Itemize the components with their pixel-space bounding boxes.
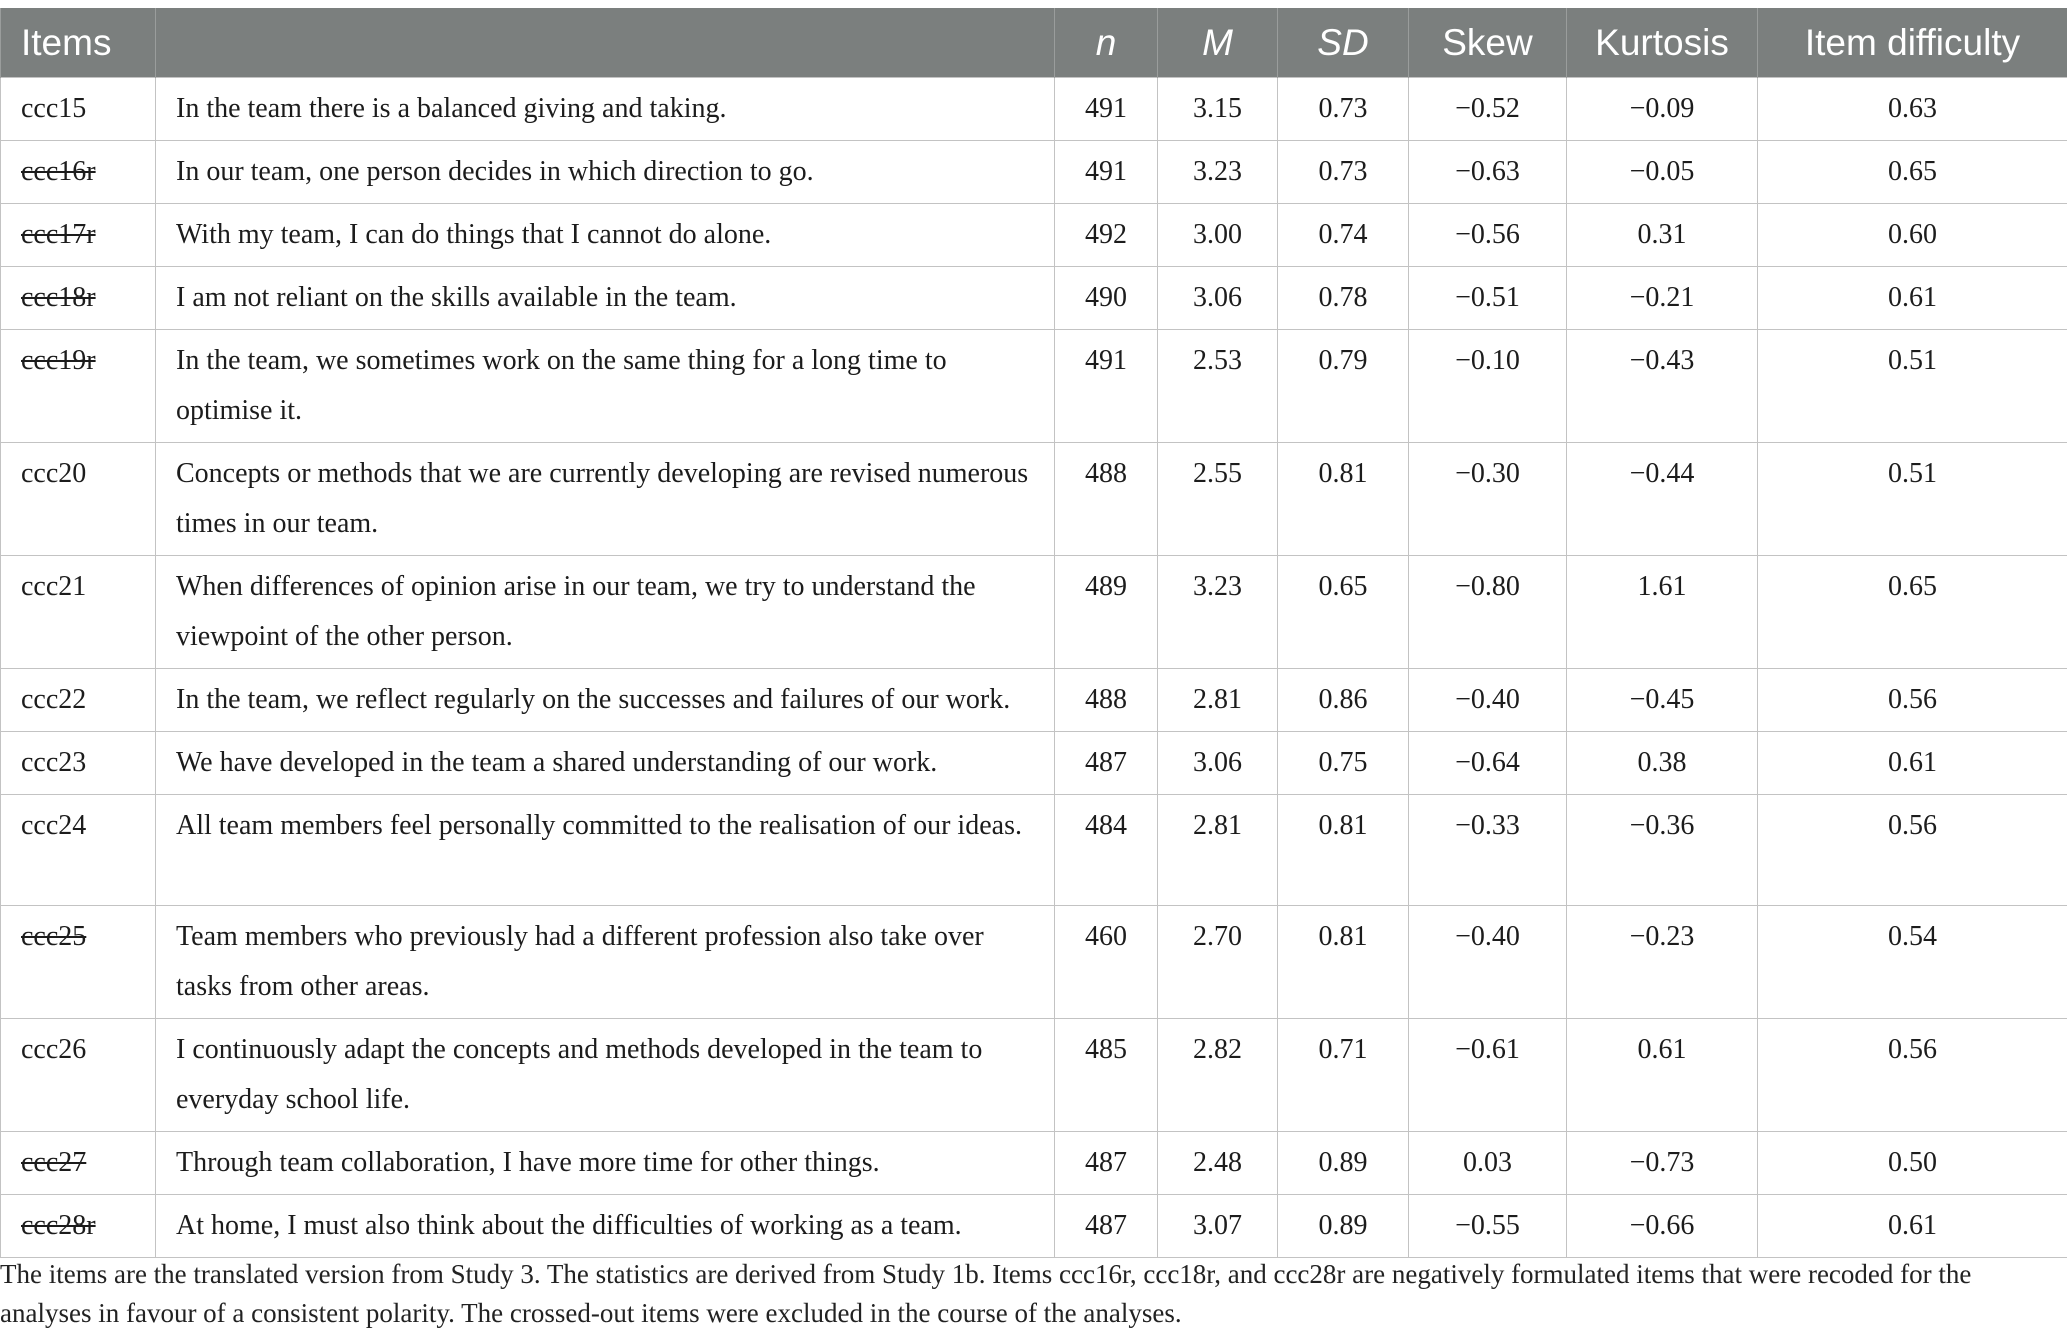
item-text-cell: [156, 732, 1055, 795]
table-row: [1, 795, 2067, 906]
cell-mean-cell: [1158, 443, 1278, 556]
cell-item-difficulty-cell: [1758, 795, 2067, 906]
item-text-cell: [156, 141, 1055, 204]
table-row: [1, 1019, 2067, 1132]
cell-mean-cell: [1158, 906, 1278, 1019]
cell-n-cell: [1055, 1195, 1158, 1258]
cell-kurtosis-cell: [1567, 795, 1758, 906]
cell-item-difficulty-cell: [1758, 78, 2067, 141]
cell-n: 484: [1085, 810, 1127, 841]
cell-mean-cell: [1158, 1195, 1278, 1258]
cell-mean: 2.48: [1193, 1147, 1242, 1178]
cell-mean-cell: [1158, 204, 1278, 267]
cell-n: 491: [1085, 156, 1127, 187]
item-id-cell: [1, 732, 156, 795]
header-items: Items: [1, 8, 156, 78]
item-text: In our team, one person decides in which direction to go.: [176, 156, 814, 187]
cell-kurtosis: −0.09: [1629, 93, 1695, 124]
cell-item-difficulty-cell: [1758, 204, 2067, 267]
cell-kurtosis-cell: [1567, 1019, 1758, 1132]
item-id: ccc26: [21, 1034, 87, 1065]
cell-sd: 0.73: [1318, 93, 1368, 124]
cell-item-difficulty: 0.63: [1888, 93, 1937, 124]
cell-sd: 0.65: [1318, 571, 1368, 602]
cell-sd: 0.71: [1318, 1034, 1368, 1065]
cell-skew-cell: [1409, 1195, 1567, 1258]
item-text-cell: [156, 669, 1055, 732]
cell-skew: −0.40: [1455, 921, 1520, 952]
cell-mean-cell: [1158, 78, 1278, 141]
cell-sd: 0.89: [1318, 1210, 1368, 1241]
cell-kurtosis-cell: [1567, 141, 1758, 204]
item-id-cell: [1, 78, 156, 141]
cell-n-cell: [1055, 330, 1158, 443]
item-id-cell: [1, 906, 156, 1019]
cell-mean: 2.82: [1193, 1034, 1242, 1065]
cell-item-difficulty: 0.61: [1888, 1210, 1937, 1241]
cell-sd-cell: [1278, 669, 1409, 732]
cell-n: 487: [1085, 747, 1127, 778]
cell-kurtosis-cell: [1567, 443, 1758, 556]
header-kurtosis: Kurtosis: [1567, 8, 1758, 78]
cell-mean: 2.53: [1193, 345, 1242, 376]
cell-sd-cell: [1278, 795, 1409, 906]
cell-n: 489: [1085, 571, 1127, 602]
item-id-cell: [1, 141, 156, 204]
cell-kurtosis-cell: [1567, 1132, 1758, 1195]
cell-item-difficulty-cell: [1758, 1132, 2067, 1195]
table-body: [1, 78, 2067, 1258]
item-id: ccc15: [21, 93, 87, 124]
cell-n-cell: [1055, 795, 1158, 906]
cell-skew-cell: [1409, 443, 1567, 556]
item-text: With my team, I can do things that I cannot do alone.: [176, 219, 772, 250]
table-row: [1, 732, 2067, 795]
cell-sd-cell: [1278, 1195, 1409, 1258]
item-text-cell: [156, 906, 1055, 1019]
cell-mean: 3.07: [1193, 1210, 1242, 1241]
cell-kurtosis: −0.73: [1629, 1147, 1695, 1178]
cell-skew: −0.61: [1455, 1034, 1520, 1065]
cell-item-difficulty-cell: [1758, 267, 2067, 330]
table-row: [1, 556, 2067, 669]
cell-skew-cell: [1409, 906, 1567, 1019]
cell-sd: 0.81: [1318, 921, 1368, 952]
cell-skew-cell: [1409, 1132, 1567, 1195]
table-row: [1, 443, 2067, 556]
item-text: Through team collaboration, I have more time for other things.: [176, 1147, 880, 1178]
cell-n: 460: [1085, 921, 1127, 952]
header-sd: SD: [1278, 8, 1409, 78]
cell-mean: 3.23: [1193, 571, 1242, 602]
cell-sd-cell: [1278, 443, 1409, 556]
cell-mean-cell: [1158, 795, 1278, 906]
cell-skew: −0.56: [1455, 219, 1520, 250]
cell-kurtosis-cell: [1567, 732, 1758, 795]
cell-mean: 2.81: [1193, 684, 1242, 715]
table-row: [1, 78, 2067, 141]
cell-item-difficulty: 0.51: [1888, 458, 1937, 489]
cell-kurtosis: −0.36: [1629, 810, 1695, 841]
cell-mean: 3.23: [1193, 156, 1242, 187]
item-text-cell: [156, 443, 1055, 556]
cell-sd: 0.73: [1318, 156, 1368, 187]
cell-n-cell: [1055, 1019, 1158, 1132]
cell-mean: 3.15: [1193, 93, 1242, 124]
header-row: [1, 8, 2067, 78]
table-row: [1, 1132, 2067, 1195]
cell-sd: 0.81: [1318, 458, 1368, 489]
cell-n-cell: [1055, 443, 1158, 556]
cell-skew: 0.03: [1463, 1147, 1512, 1178]
item-text: In the team, we sometimes work on the same thing for a long time to optimise it.: [176, 345, 947, 426]
cell-kurtosis: −0.21: [1629, 282, 1695, 313]
cell-mean: 3.06: [1193, 747, 1242, 778]
table-row: [1, 1195, 2067, 1258]
cell-mean-cell: [1158, 330, 1278, 443]
cell-item-difficulty: 0.56: [1888, 810, 1937, 841]
cell-skew-cell: [1409, 795, 1567, 906]
cell-skew-cell: [1409, 204, 1567, 267]
cell-skew-cell: [1409, 78, 1567, 141]
cell-skew-cell: [1409, 330, 1567, 443]
cell-mean: 2.70: [1193, 921, 1242, 952]
table-row: [1, 330, 2067, 443]
table-row: [1, 906, 2067, 1019]
cell-n-cell: [1055, 556, 1158, 669]
cell-sd-cell: [1278, 1132, 1409, 1195]
item-text: We have developed in the team a shared understanding of our work.: [176, 747, 938, 778]
item-id-cell: [1, 1019, 156, 1132]
item-text: Team members who previously had a different profession also take over tasks from other areas.: [176, 921, 984, 1002]
cell-skew: −0.80: [1455, 571, 1520, 602]
item-text: In the team, we reflect regularly on the successes and failures of our work.: [176, 684, 1011, 715]
item-text-cell: [156, 204, 1055, 267]
cell-n-cell: [1055, 1132, 1158, 1195]
cell-mean-cell: [1158, 141, 1278, 204]
cell-sd-cell: [1278, 78, 1409, 141]
item-id-cell: [1, 267, 156, 330]
item-text: All team members feel personally committed to the realisation of our ideas.: [176, 810, 1022, 841]
cell-skew-cell: [1409, 267, 1567, 330]
item-id-cell: [1, 556, 156, 669]
item-id: ccc27: [21, 1147, 87, 1178]
cell-n: 491: [1085, 345, 1127, 376]
cell-item-difficulty-cell: [1758, 906, 2067, 1019]
cell-kurtosis: 0.61: [1637, 1034, 1687, 1065]
cell-mean: 3.06: [1193, 282, 1242, 313]
item-text: I am not reliant on the skills available in the team.: [176, 282, 737, 313]
cell-item-difficulty-cell: [1758, 1019, 2067, 1132]
cell-kurtosis: 1.61: [1637, 571, 1687, 602]
cell-item-difficulty-cell: [1758, 141, 2067, 204]
cell-item-difficulty-cell: [1758, 443, 2067, 556]
cell-skew: −0.51: [1455, 282, 1520, 313]
cell-item-difficulty-cell: [1758, 330, 2067, 443]
item-id-cell: [1, 795, 156, 906]
cell-n: 491: [1085, 93, 1127, 124]
item-id: ccc23: [21, 747, 87, 778]
item-id-cell: [1, 669, 156, 732]
cell-skew: −0.52: [1455, 93, 1520, 124]
item-text: At home, I must also think about the difficulties of working as a team.: [176, 1210, 962, 1241]
cell-skew-cell: [1409, 1019, 1567, 1132]
cell-sd-cell: [1278, 330, 1409, 443]
cell-sd: 0.86: [1318, 684, 1368, 715]
header-mean: M: [1158, 8, 1278, 78]
cell-mean: 3.00: [1193, 219, 1242, 250]
cell-sd: 0.81: [1318, 810, 1368, 841]
item-text-cell: [156, 1132, 1055, 1195]
header-n: n: [1055, 8, 1158, 78]
cell-n-cell: [1055, 204, 1158, 267]
cell-n-cell: [1055, 669, 1158, 732]
item-text-cell: [156, 556, 1055, 669]
table-footnote: [0, 1255, 2060, 1333]
cell-n: 488: [1085, 458, 1127, 489]
cell-sd-cell: [1278, 204, 1409, 267]
cell-n: 485: [1085, 1034, 1127, 1065]
item-text-cell: [156, 1019, 1055, 1132]
cell-item-difficulty-cell: [1758, 556, 2067, 669]
item-id: ccc20: [21, 458, 87, 489]
cell-mean-cell: [1158, 1132, 1278, 1195]
cell-n-cell: [1055, 267, 1158, 330]
cell-n-cell: [1055, 732, 1158, 795]
cell-kurtosis: −0.05: [1629, 156, 1695, 187]
cell-n: 492: [1085, 219, 1127, 250]
item-id-cell: [1, 1132, 156, 1195]
cell-skew: −0.40: [1455, 684, 1520, 715]
cell-sd: 0.78: [1318, 282, 1368, 313]
cell-kurtosis-cell: [1567, 669, 1758, 732]
cell-sd-cell: [1278, 556, 1409, 669]
cell-sd-cell: [1278, 906, 1409, 1019]
item-id-cell: [1, 1195, 156, 1258]
cell-skew: −0.30: [1455, 458, 1520, 489]
cell-skew-cell: [1409, 141, 1567, 204]
cell-item-difficulty: 0.51: [1888, 345, 1937, 376]
table-row: [1, 267, 2067, 330]
cell-n-cell: [1055, 141, 1158, 204]
cell-kurtosis-cell: [1567, 1195, 1758, 1258]
cell-n: 490: [1085, 282, 1127, 313]
cell-kurtosis-cell: [1567, 906, 1758, 1019]
cell-n-cell: [1055, 906, 1158, 1019]
cell-kurtosis-cell: [1567, 204, 1758, 267]
cell-item-difficulty: 0.65: [1888, 571, 1937, 602]
cell-kurtosis: −0.45: [1629, 684, 1695, 715]
cell-item-difficulty: 0.56: [1888, 1034, 1937, 1065]
cell-mean: 2.81: [1193, 810, 1242, 841]
cell-kurtosis-cell: [1567, 330, 1758, 443]
cell-item-difficulty: 0.60: [1888, 219, 1937, 250]
cell-sd-cell: [1278, 1019, 1409, 1132]
item-text: When differences of opinion arise in our team, we try to understand the viewpoint of the other person.: [176, 571, 976, 652]
cell-item-difficulty: 0.61: [1888, 282, 1937, 313]
item-id-cell: [1, 443, 156, 556]
footnote-text: The items are the translated version from Study 3. The statistics are derived from Study 1b. Items ccc16r, ccc18r, and ccc28r are negatively formulated items that were recoded for the analyses in favour of a consistent polarity. The crossed-out items were excluded in the course of the analyses.: [0, 1259, 1972, 1328]
cell-mean-cell: [1158, 1019, 1278, 1132]
header-skew: Skew: [1409, 8, 1567, 78]
item-id: ccc19r: [21, 345, 96, 376]
cell-skew: −0.64: [1455, 747, 1520, 778]
cell-sd-cell: [1278, 732, 1409, 795]
cell-item-difficulty: 0.54: [1888, 921, 1937, 952]
cell-skew: −0.33: [1455, 810, 1520, 841]
item-id: ccc22: [21, 684, 87, 715]
header-item-text: [156, 8, 1055, 78]
item-text: I continuously adapt the concepts and methods developed in the team to everyday school life.: [176, 1034, 983, 1115]
item-text-cell: [156, 267, 1055, 330]
table-row: [1, 204, 2067, 267]
cell-item-difficulty: 0.65: [1888, 156, 1937, 187]
cell-sd: 0.89: [1318, 1147, 1368, 1178]
item-text-cell: [156, 330, 1055, 443]
cell-kurtosis: −0.44: [1629, 458, 1695, 489]
cell-skew: −0.63: [1455, 156, 1520, 187]
cell-mean-cell: [1158, 556, 1278, 669]
item-id: ccc24: [21, 810, 87, 841]
cell-sd: 0.79: [1318, 345, 1368, 376]
cell-kurtosis-cell: [1567, 78, 1758, 141]
cell-skew: −0.10: [1455, 345, 1520, 376]
cell-n: 487: [1085, 1147, 1127, 1178]
cell-sd: 0.75: [1318, 747, 1368, 778]
item-id: ccc16r: [21, 156, 96, 187]
cell-kurtosis-cell: [1567, 556, 1758, 669]
cell-sd-cell: [1278, 141, 1409, 204]
table-row: [1, 669, 2067, 732]
cell-skew-cell: [1409, 556, 1567, 669]
cell-kurtosis: −0.23: [1629, 921, 1695, 952]
item-id: ccc21: [21, 571, 87, 602]
item-text-cell: [156, 795, 1055, 906]
cell-n: 488: [1085, 684, 1127, 715]
cell-item-difficulty: 0.61: [1888, 747, 1937, 778]
item-id: ccc25: [21, 921, 87, 952]
header-item-difficulty: Item difficulty: [1758, 8, 2067, 78]
cell-kurtosis: 0.38: [1637, 747, 1687, 778]
cell-kurtosis: −0.66: [1629, 1210, 1695, 1241]
item-id-cell: [1, 330, 156, 443]
item-id: ccc18r: [21, 282, 96, 313]
cell-item-difficulty-cell: [1758, 732, 2067, 795]
cell-kurtosis: 0.31: [1637, 219, 1687, 250]
item-id: ccc17r: [21, 219, 96, 250]
table-row: [1, 141, 2067, 204]
item-id: ccc28r: [21, 1210, 96, 1241]
cell-mean-cell: [1158, 669, 1278, 732]
cell-kurtosis: −0.43: [1629, 345, 1695, 376]
item-id-cell: [1, 204, 156, 267]
cell-n-cell: [1055, 78, 1158, 141]
cell-item-difficulty-cell: [1758, 1195, 2067, 1258]
cell-sd-cell: [1278, 267, 1409, 330]
item-text: Concepts or methods that we are currently developing are revised numerous times in our team.: [176, 458, 1029, 539]
cell-skew: −0.55: [1455, 1210, 1520, 1241]
cell-item-difficulty: 0.50: [1888, 1147, 1937, 1178]
cell-mean-cell: [1158, 267, 1278, 330]
cell-skew-cell: [1409, 669, 1567, 732]
cell-sd: 0.74: [1318, 219, 1368, 250]
cell-skew-cell: [1409, 732, 1567, 795]
cell-mean: 2.55: [1193, 458, 1242, 489]
cell-kurtosis-cell: [1567, 267, 1758, 330]
cell-item-difficulty-cell: [1758, 669, 2067, 732]
item-text: In the team there is a balanced giving and taking.: [176, 93, 727, 124]
item-text-cell: [156, 1195, 1055, 1258]
cell-item-difficulty: 0.56: [1888, 684, 1937, 715]
item-text-cell: [156, 78, 1055, 141]
cell-n: 487: [1085, 1210, 1127, 1241]
cell-mean-cell: [1158, 732, 1278, 795]
item-statistics-table: [0, 8, 2067, 1258]
